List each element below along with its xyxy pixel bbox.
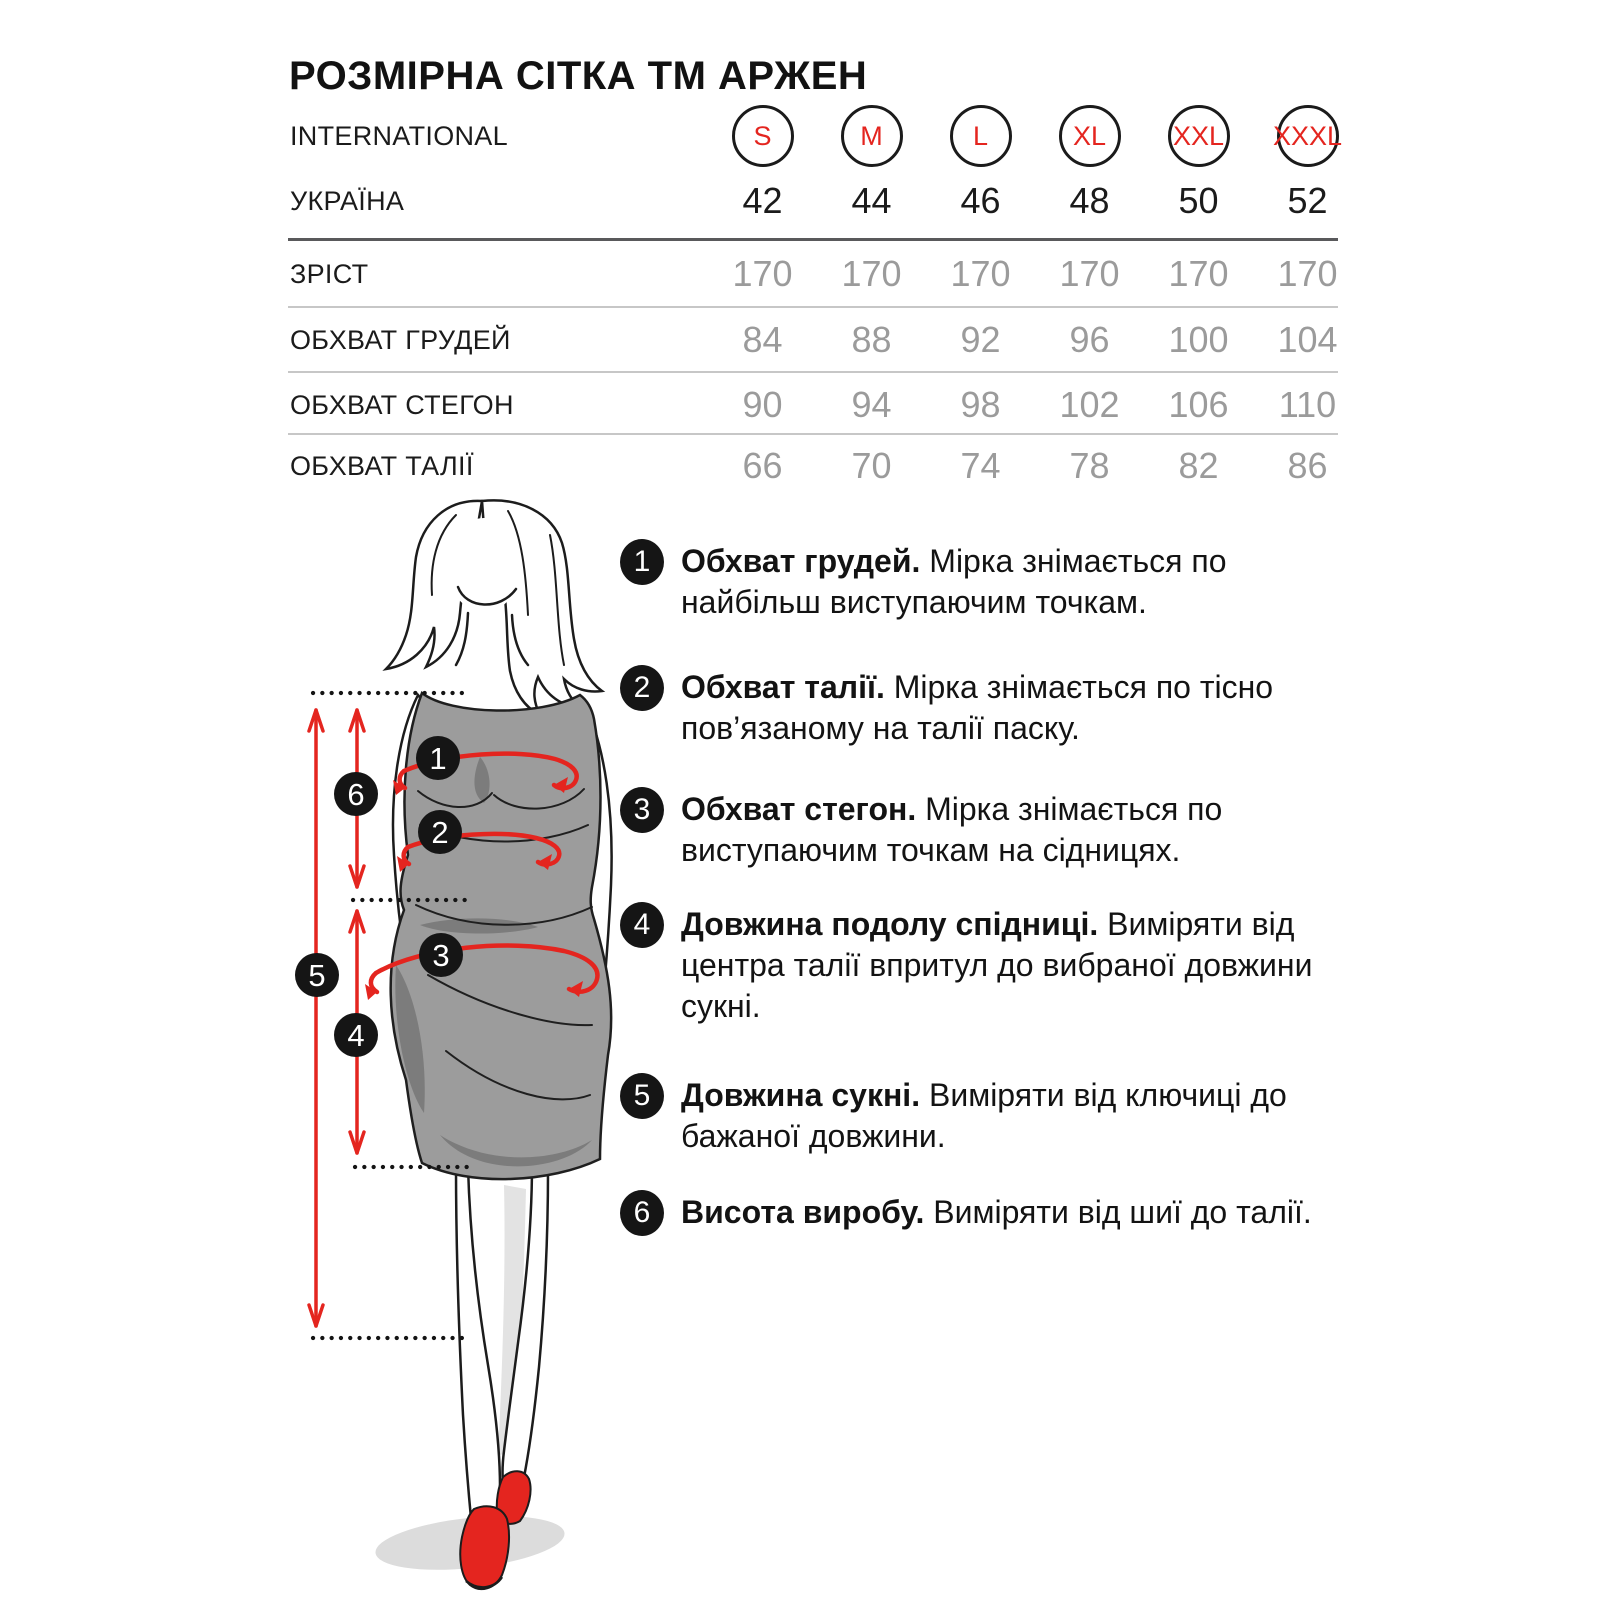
size-badge-l <box>950 105 1012 167</box>
svg-text:4: 4 <box>347 1018 365 1053</box>
table-row-waist <box>290 436 1362 496</box>
figure-marker-2 <box>418 810 462 854</box>
instruction-text <box>681 789 1321 871</box>
svg-text:3: 3 <box>432 938 450 973</box>
instruction-item-2 <box>620 667 1344 749</box>
front-shoe <box>460 1506 509 1589</box>
ukraine-size: 44 <box>851 180 892 221</box>
instruction-term: Обхват стегон. <box>681 791 917 827</box>
size-letter: XXXL <box>1272 120 1343 151</box>
cell-value: 78 <box>1069 445 1110 486</box>
bullet-number: 3 <box>633 793 651 826</box>
svg-text:5: 5 <box>308 958 326 993</box>
cell-value: 90 <box>742 384 783 425</box>
instruction-desc: Мірка знімається по найбільш виступаючим точкам. <box>681 543 1227 620</box>
cell-value: 100 <box>1168 319 1229 360</box>
table-divider <box>288 371 1338 373</box>
svg-text:2: 2 <box>431 815 449 850</box>
bullet-number: 5 <box>633 1079 651 1112</box>
page-title: РОЗМІРНА СІТКА ТМ АРЖЕН <box>289 53 868 98</box>
instruction-desc: Виміряти від центра талії впритул до вибраної довжини сукні. <box>681 906 1313 1024</box>
instruction-text <box>681 904 1321 1027</box>
ukraine-label: УКРАЇНА <box>290 185 405 216</box>
cell-value: 96 <box>1069 319 1110 360</box>
cell-value: 104 <box>1277 319 1338 360</box>
instruction-term: Обхват грудей. <box>681 543 921 579</box>
ukraine-size: 52 <box>1287 180 1328 221</box>
row-label: ОБХВАТ ГРУДЕЙ <box>290 324 511 355</box>
instruction-desc: Виміряти від шиї до талії. <box>933 1194 1312 1230</box>
size-letter: L <box>972 120 989 151</box>
bullet-number: 6 <box>633 1196 651 1229</box>
instruction-term: Висота виробу. <box>681 1194 925 1230</box>
cell-value: 94 <box>851 384 892 425</box>
front-leg <box>456 1167 500 1539</box>
size-letter: XL <box>1072 120 1107 151</box>
table-row-height <box>290 242 1362 306</box>
size-letter: M <box>860 120 883 151</box>
cell-value: 170 <box>950 253 1011 294</box>
size-letter: XXL <box>1172 120 1225 151</box>
instruction-bullet-6 <box>620 1190 664 1236</box>
instruction-text <box>681 541 1321 623</box>
size-badge-s <box>732 105 794 167</box>
figure-marker-1 <box>416 736 460 780</box>
figure-marker-6 <box>334 772 378 816</box>
table-row-international <box>290 103 1362 169</box>
size-badge-xxl <box>1168 105 1230 167</box>
table-row-ukraine <box>290 170 1362 232</box>
ukraine-size: 48 <box>1069 180 1110 221</box>
cell-value: 170 <box>732 253 793 294</box>
svg-text:6: 6 <box>347 777 365 812</box>
bullet-number: 4 <box>633 908 651 941</box>
size-badge-xl <box>1059 105 1121 167</box>
svg-text:1: 1 <box>429 741 447 776</box>
cell-value: 74 <box>960 445 1001 486</box>
measurement-figure <box>270 495 690 1600</box>
size-badge-m <box>841 105 903 167</box>
ukraine-size: 50 <box>1178 180 1219 221</box>
table-divider <box>288 433 1338 435</box>
instruction-bullet-3 <box>620 787 664 833</box>
bullet-number: 1 <box>633 545 651 578</box>
figure-marker-5 <box>295 953 339 997</box>
instruction-text <box>681 667 1321 749</box>
table-row-bust <box>290 308 1362 372</box>
row-label: ЗРІСТ <box>290 258 369 289</box>
cell-value: 70 <box>851 445 892 486</box>
instruction-item-6 <box>620 1192 1344 1236</box>
table-row-hips <box>290 374 1362 436</box>
cell-value: 86 <box>1287 445 1328 486</box>
size-badge-xxxl <box>1272 105 1343 167</box>
instruction-item-1 <box>620 541 1344 623</box>
cell-value: 82 <box>1178 445 1219 486</box>
cell-value: 92 <box>960 319 1001 360</box>
cell-value: 170 <box>1168 253 1229 294</box>
instruction-desc: Виміряти від ключиці до бажаної довжини. <box>681 1077 1287 1154</box>
instruction-item-3 <box>620 789 1344 871</box>
cell-value: 106 <box>1168 384 1229 425</box>
bullet-number: 2 <box>633 671 651 704</box>
instruction-item-5 <box>620 1075 1344 1157</box>
instruction-bullet-4 <box>620 902 664 948</box>
international-label: INTERNATIONAL <box>290 120 508 151</box>
instruction-term: Довжина сукні. <box>681 1077 921 1113</box>
cell-value: 170 <box>841 253 902 294</box>
cell-value: 84 <box>742 319 783 360</box>
instruction-text <box>681 1075 1321 1157</box>
instruction-term: Обхват талії. <box>681 669 885 705</box>
ukraine-size: 46 <box>960 180 1001 221</box>
cell-value: 88 <box>851 319 892 360</box>
ukraine-size: 42 <box>742 180 783 221</box>
row-label: ОБХВАТ СТЕГОН <box>290 389 514 420</box>
cell-value: 170 <box>1059 253 1120 294</box>
instruction-bullet-1 <box>620 539 664 585</box>
cell-value: 110 <box>1278 384 1337 425</box>
figure-marker-4 <box>334 1013 378 1057</box>
face <box>447 518 521 612</box>
row-label: ОБХВАТ ТАЛІЇ <box>290 450 474 481</box>
instruction-text <box>681 1192 1321 1233</box>
instruction-item-4 <box>620 904 1344 1027</box>
figure-marker-3 <box>419 933 463 977</box>
instruction-bullet-2 <box>620 665 664 711</box>
instruction-desc: Мірка знімається по виступаючим точкам на сідницях. <box>681 791 1223 868</box>
instruction-desc: Мірка знімається по тісно пов’язаному на талії паску. <box>681 669 1274 746</box>
cell-value: 98 <box>960 384 1001 425</box>
size-letter: S <box>753 120 772 151</box>
instruction-term: Довжина подолу спідниці. <box>681 906 1099 942</box>
cell-value: 170 <box>1277 253 1338 294</box>
cell-value: 102 <box>1059 384 1120 425</box>
table-divider-top <box>288 238 1338 241</box>
cell-value: 66 <box>742 445 783 486</box>
instruction-bullet-5 <box>620 1073 664 1119</box>
